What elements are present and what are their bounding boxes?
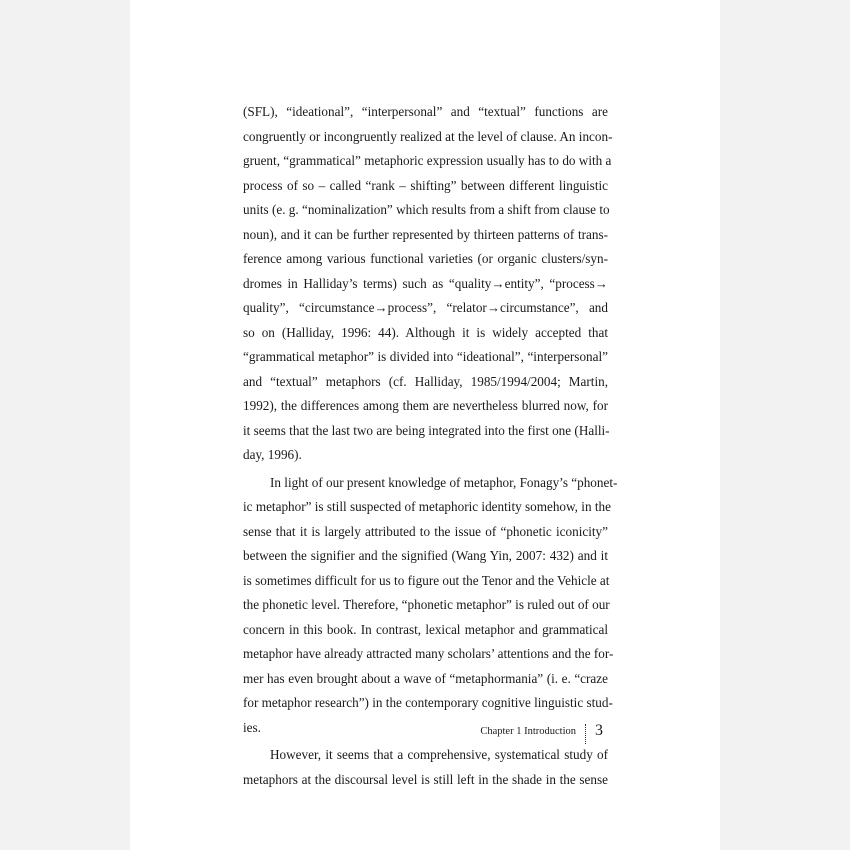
body-text (243, 100, 618, 792)
text-line: In light of our present knowledge of metaphor, Fonagy’s “phonet- (270, 474, 618, 490)
text-line: metaphor have already attracted many scholars’ attentions and the for- (243, 646, 614, 661)
text-line: gruent, “grammatical” metaphoric expression usually has to do with a (243, 153, 612, 168)
text-line: sense that it is largely attributed to the issue of “phonetic iconicity” (243, 523, 608, 539)
text-line: (SFL), “ideational”, “interpersonal” and “textual” functions are (243, 104, 608, 119)
text-line: congruently or incongruently realized at the level of clause. An incon- (243, 128, 613, 144)
text-line: concern in this book. In contrast, lexical metaphor and grammatical (243, 621, 608, 637)
page-footer (482, 722, 612, 746)
text-line: ference among various functional varieties (or organic clusters/syn- (243, 251, 608, 266)
text-line: ies. (243, 719, 261, 735)
page-number: 3 (595, 722, 603, 739)
text-line: so on (Halliday, 1996: 44). Although it is widely accepted that (243, 324, 608, 340)
footer-divider (585, 724, 586, 744)
text-line: mer has even brought about a wave of “metaphormania” (i. e. “craze (243, 670, 608, 686)
text-line: and “textual” metaphors (cf. Halliday, 1985/1994/2004; Martin, (243, 373, 608, 389)
text-line: dromes in Halliday’s terms) such as “quality→entity”, “process→ (243, 275, 608, 291)
text-line: for metaphor research”) in the contemporary cognitive linguistic stud- (243, 695, 613, 710)
text-line: quality”, “circumstance→process”, “relator→circumstance”, and (243, 300, 608, 315)
text-line: is sometimes difficult for us to figure out the Tenor and the Vehicle at (243, 572, 610, 588)
text-line: ic metaphor” is still suspected of metaphoric identity somehow, in the (243, 499, 611, 514)
text-line: 1992), the differences among them are nevertheless blurred now, for (243, 398, 608, 413)
text-line: it seems that the last two are being integrated into the first one (Halli- (243, 422, 610, 438)
text-line: “grammatical metaphor” is divided into “ideational”, “interpersonal” (243, 349, 608, 364)
text-line: between the signifier and the signified (Wang Yin, 2007: 432) and it (243, 548, 608, 563)
text-line: units (e. g. “nominalization” which results from a shift from clause to (243, 202, 610, 217)
text-line: process of so – called “rank – shifting” between different linguistic (243, 177, 608, 193)
text-line: noun), and it can be further represented by thirteen patterns of trans- (243, 226, 608, 242)
running-head: Chapter 1 Introduction (480, 726, 576, 737)
book-page (130, 0, 720, 850)
text-line: However, it seems that a comprehensive, systematical study of (270, 747, 608, 762)
text-line: day, 1996). (243, 447, 302, 462)
text-line: the phonetic level. Therefore, “phonetic metaphor” is ruled out of our (243, 597, 610, 612)
text-line: metaphors at the discoursal level is still left in the shade in the sense (243, 771, 608, 787)
